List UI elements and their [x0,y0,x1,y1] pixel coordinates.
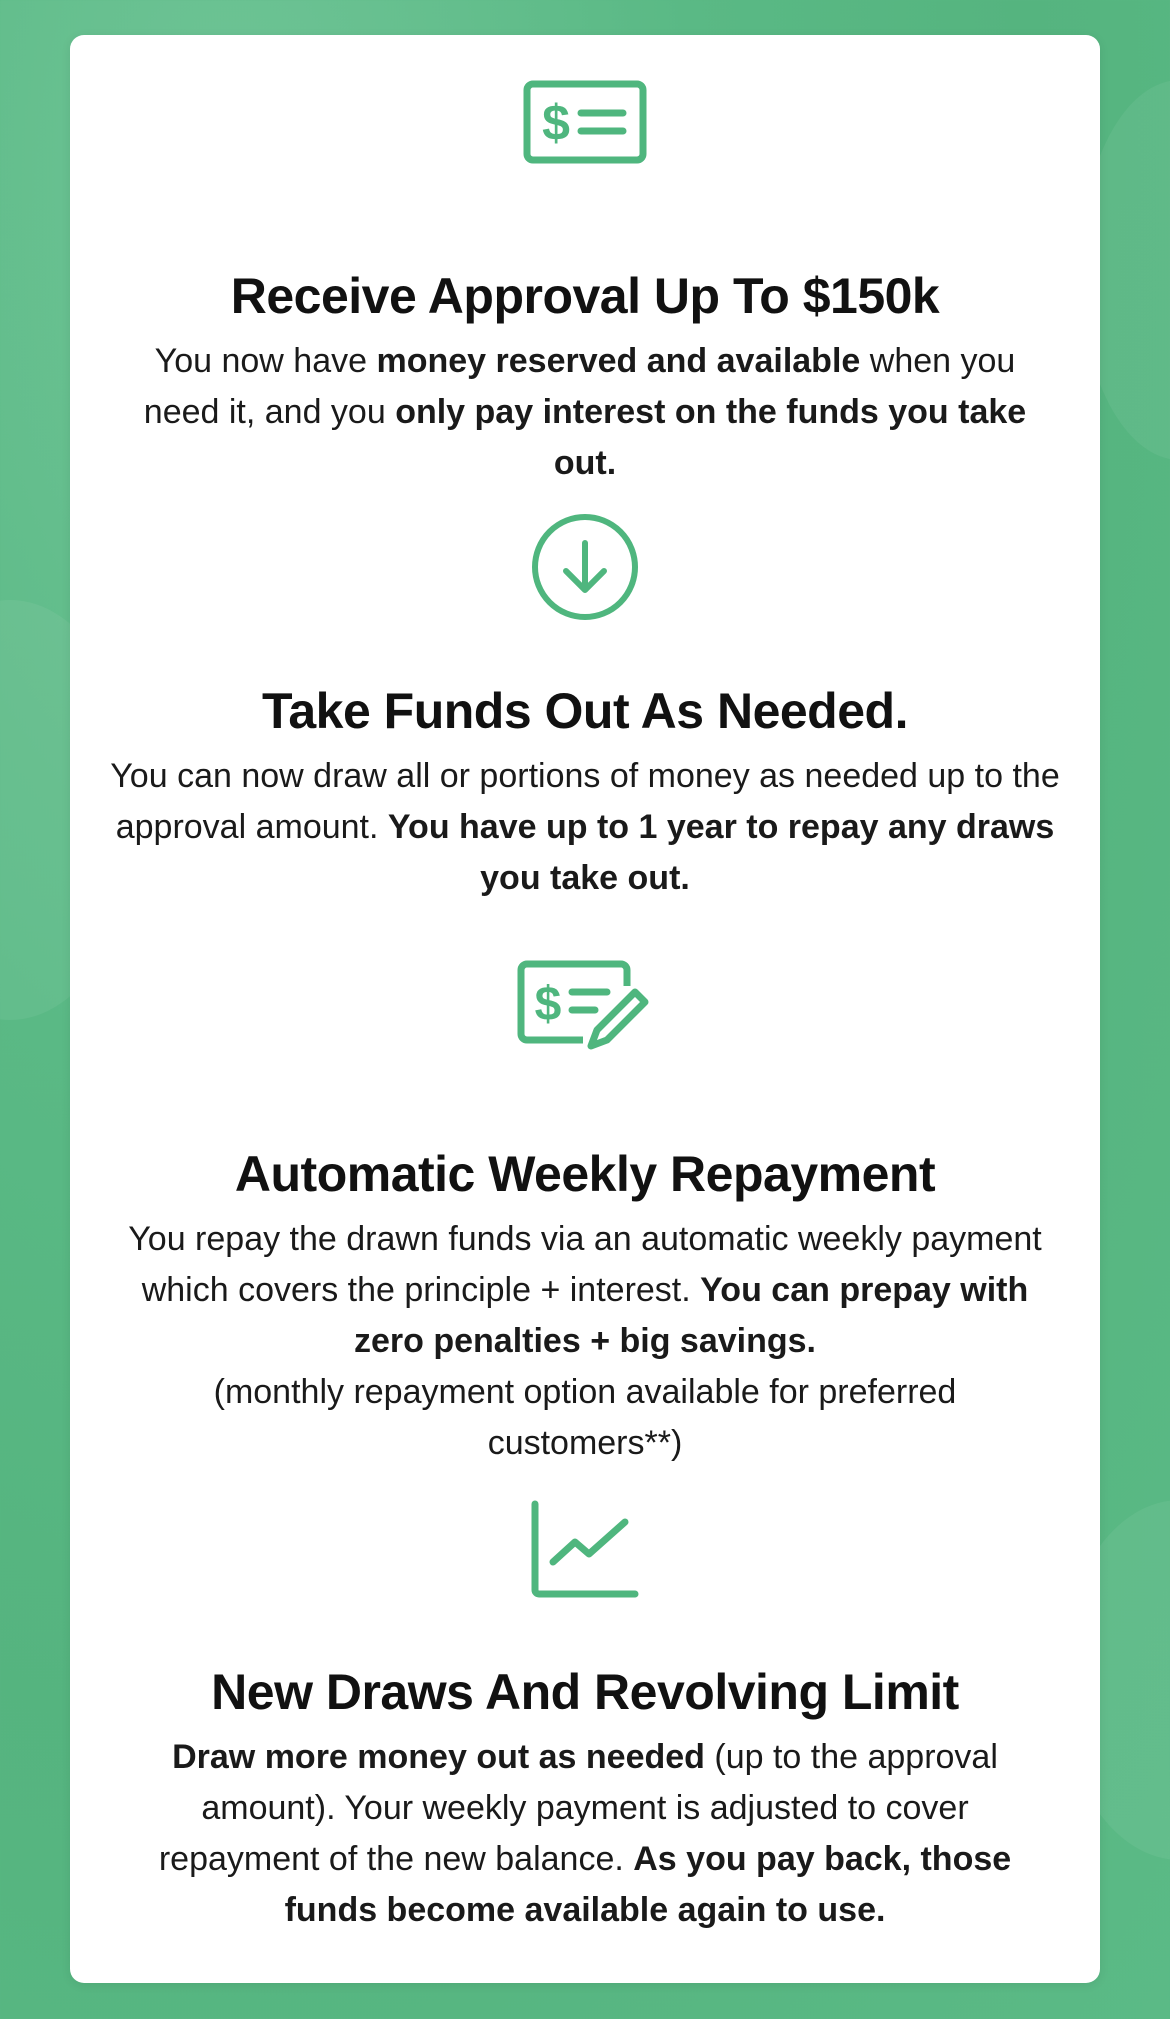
step-description [125,1214,1045,1469]
step-text-emphasis: As you pay back, those funds become available again to use. [284,1840,1012,1929]
line-chart-icon [529,1500,641,1600]
step-description [95,751,1075,904]
step-text-emphasis: Draw more money out as needed [172,1738,705,1776]
svg-text:$: $ [542,95,570,151]
step-text-emphasis: money reserved and available [376,342,861,380]
steps-card [70,35,1100,1983]
step-approval [70,80,1100,489]
step-text-emphasis: You can prepay with zero penalties + big savings. [354,1271,1029,1360]
step-text-emphasis: only pay interest on the funds you take out. [395,393,1027,482]
step-description [135,1732,1035,1936]
step-description [125,336,1045,489]
step-title: New Draws And Revolving Limit [211,1664,959,1720]
step-revolving-limit [70,1500,1100,1936]
step-take-funds [70,511,1100,904]
step-text-emphasis: You have up to 1 year to repay any draws you take out. [387,808,1055,897]
step-text: You can now draw all or portions of money as needed up to the approval amount. [110,757,1060,846]
step-text: You now have [154,342,377,380]
step-text: You repay the drawn funds via an automatic weekly payment which covers the principle + interest. [128,1220,1042,1309]
svg-text:$: $ [534,978,562,1031]
dollar-bill-icon [523,80,647,164]
step-title: Automatic Weekly Repayment [234,1146,936,1202]
step-title: Take Funds Out As Needed. [262,683,908,739]
step-text: when you need it, and you [143,342,1016,431]
step-footnote: (monthly repayment option available for preferred customers**) [213,1373,957,1462]
step-title: Receive Approval Up To $150k [230,268,940,324]
step-weekly-repayment [70,960,1100,1469]
dollar-bill-pencil-icon [515,960,655,1060]
arrow-down-circle-icon [529,511,641,623]
step-text: (up to the approval amount). Your weekly payment is adjusted to cover repayment of the new balance. [158,1738,998,1878]
